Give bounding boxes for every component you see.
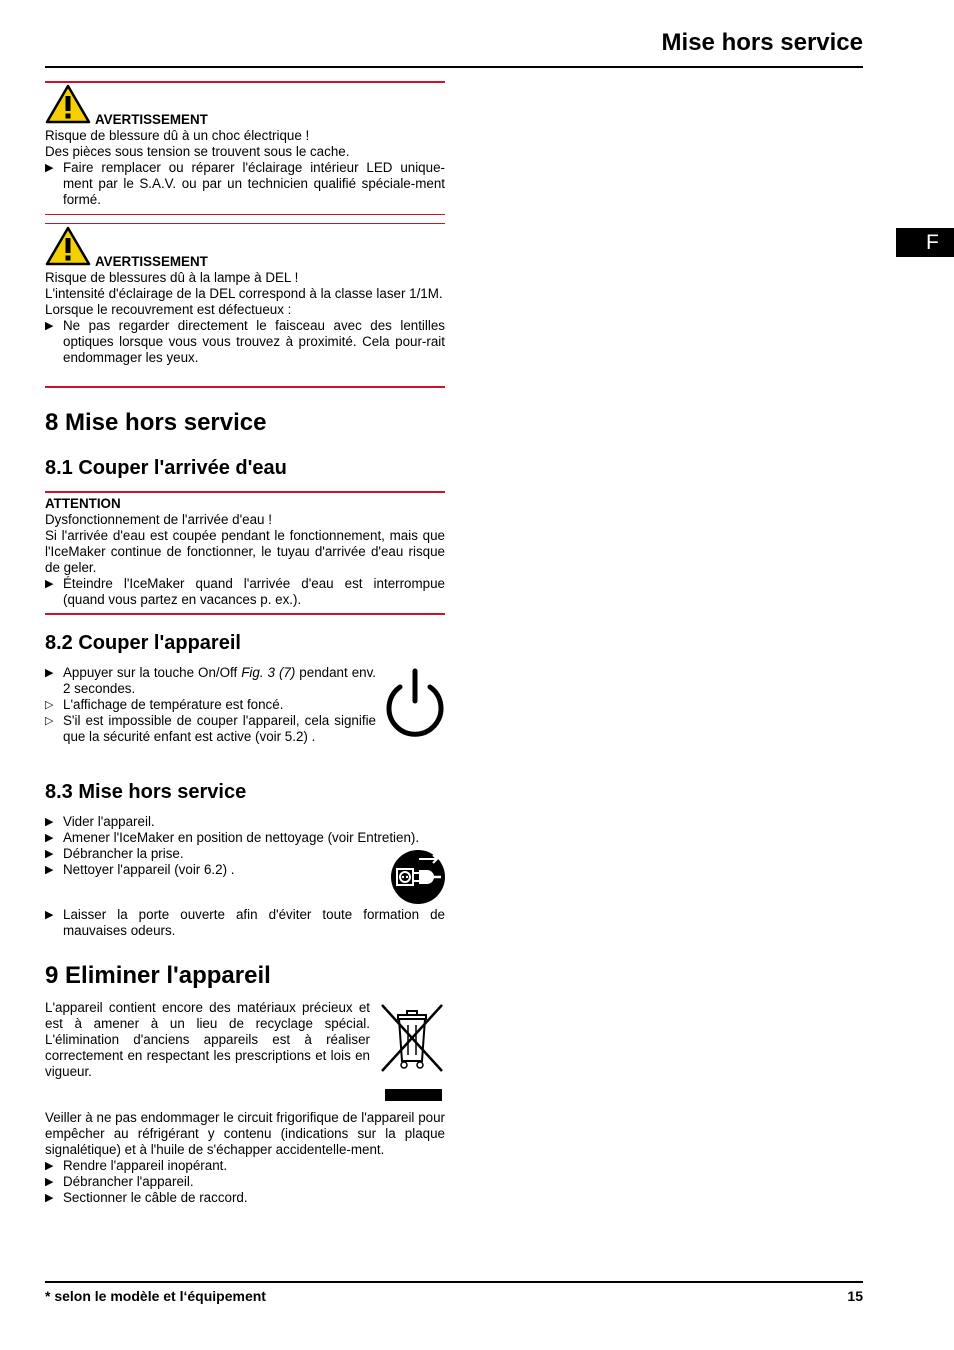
step-text: pendant env. 2 secondes. — [63, 665, 377, 696]
result-text: L'affichage de température est foncé. — [63, 697, 284, 712]
attention-label: ATTENTION — [45, 496, 121, 511]
bullet-arrow-icon: ▶ — [45, 667, 54, 679]
disposal-paragraph: Veiller à ne pas endommager le circuit frigorifique de l'appareil pour empêcher au réfrigérant y contenu (indications sur la plaque signalétique) et à l'huile de s'échapper accidentelle-ment. — [45, 1110, 445, 1157]
bullet-arrow-icon: ▶ — [45, 320, 54, 332]
warning-triangle-icon — [45, 84, 91, 124]
result-triangle-icon: ▷ — [45, 715, 54, 727]
step-text: Sectionner le câble de raccord. — [63, 1190, 248, 1205]
warning2-label: AVERTISSEMENT — [95, 254, 208, 269]
bullet-arrow-icon: ▶ — [45, 578, 54, 590]
section-8-title: 8 Mise hors service — [45, 409, 267, 436]
section-8-2-title: 8.2 Couper l'appareil — [45, 632, 241, 654]
step-text: Rendre l'appareil inopérant. — [63, 1158, 228, 1173]
warning2-line: Risque de blessures dû à la lampe à DEL ! — [45, 270, 299, 285]
bullet-arrow-icon: ▶ — [45, 848, 54, 860]
attention-line: Dysfonctionnement de l'arrivée d'eau ! — [45, 512, 272, 527]
step-text: Appuyer sur la touche On/Off — [63, 665, 242, 680]
result-triangle-icon: ▷ — [45, 699, 54, 711]
power-icon — [383, 667, 447, 741]
figure-reference: Fig. 3 (7) — [241, 665, 296, 680]
section-8-3-body — [45, 814, 445, 878]
warning1-block — [45, 84, 445, 208]
step-text: Amener l'IceMaker en position de nettoyage (voir Entretien). — [63, 830, 420, 845]
bullet-arrow-icon: ▶ — [45, 816, 54, 828]
warning2-line: Lorsque le recouvrement est défectueux : — [45, 302, 292, 317]
section-9-para1 — [45, 1000, 370, 1080]
section-8-3-last — [45, 907, 445, 939]
attention-block — [45, 496, 445, 608]
warning2-top-rule — [45, 223, 445, 224]
bullet-arrow-icon: ▶ — [45, 1192, 54, 1204]
step-text: Débrancher la prise. — [63, 846, 184, 861]
footer-rule — [45, 1281, 863, 1283]
crossed-bin-icon — [378, 1003, 446, 1103]
warning1-line: Risque de blessure dû à un choc électrique ! — [45, 128, 310, 143]
attention-line: Si l'arrivée d'eau est coupée pendant le fonctionnement, mais que l'IceMaker continue de fonctionner, le tuyau d'arrivée d'eau risque de geler. — [45, 528, 445, 575]
bullet-arrow-icon: ▶ — [45, 832, 54, 844]
step-text: Nettoyer l'appareil (voir 6.2) . — [63, 862, 235, 877]
warning2-bottom-rule — [45, 386, 445, 388]
footer-note: * selon le modèle et l‘équipement — [45, 1288, 266, 1304]
result-text: S'il est impossible de couper l'appareil, cela signifie que la sécurité enfant est active (voir 5.2) . — [63, 713, 376, 744]
warning1-top-rule — [45, 81, 445, 83]
warning1-line: Des pièces sous tension se trouvent sous le cache. — [45, 144, 350, 159]
page-number: 15 — [847, 1288, 863, 1304]
language-tab: F — [896, 228, 954, 257]
attention-top-rule — [45, 491, 445, 493]
unplug-icon — [389, 849, 447, 905]
bullet-arrow-icon: ▶ — [45, 1176, 54, 1188]
attention-bottom-rule — [45, 613, 445, 615]
header-rule — [45, 66, 863, 68]
page-header-title: Mise hors service — [661, 29, 863, 56]
section-8-3-title: 8.3 Mise hors service — [45, 781, 247, 803]
warning2-line: L'intensité d'éclairage de la DEL correspond à la classe laser 1/1M. — [45, 286, 443, 301]
warning2-bullet: Ne pas regarder directement le faisceau avec des lentilles optiques lorsque vous vous trouvez à proximité. Cela pour-rait endommager les yeux. — [63, 318, 445, 365]
section-8-1-title: 8.1 Couper l'arrivée d'eau — [45, 457, 287, 479]
section-9-body — [45, 1110, 445, 1206]
step-text: Vider l'appareil. — [63, 814, 155, 829]
warning-triangle-icon — [45, 226, 91, 266]
warning1-bullet: Faire remplacer ou réparer l'éclairage intérieur LED unique-ment par le S.A.V. ou par un technicien qualifié spéciale-ment formé. — [63, 160, 445, 207]
step-text: Laisser la porte ouverte afin d'éviter toute formation de mauvaises odeurs. — [63, 907, 445, 938]
section-8-2-body — [45, 665, 376, 745]
bullet-arrow-icon: ▶ — [45, 1160, 54, 1172]
bullet-arrow-icon: ▶ — [45, 162, 54, 174]
step-text: Débrancher l'appareil. — [63, 1174, 194, 1189]
bullet-arrow-icon: ▶ — [45, 909, 54, 921]
warning1-label: AVERTISSEMENT — [95, 112, 208, 127]
warning1-bottom-rule — [45, 214, 445, 215]
disposal-paragraph: L'appareil contient encore des matériaux précieux et est à amener à un lieu de recyclage spécial. L'élimination d'anciens appareils est à réaliser correctement en respectant les prescriptions et lois en vigueur. — [45, 1000, 370, 1079]
warning2-block — [45, 226, 445, 366]
bullet-arrow-icon: ▶ — [45, 864, 54, 876]
section-9-title: 9 Eliminer l'appareil — [45, 962, 271, 989]
attention-bullet: Éteindre l'IceMaker quand l'arrivée d'eau est interrompue (quand vous partez en vacances p. ex.). — [63, 576, 445, 607]
